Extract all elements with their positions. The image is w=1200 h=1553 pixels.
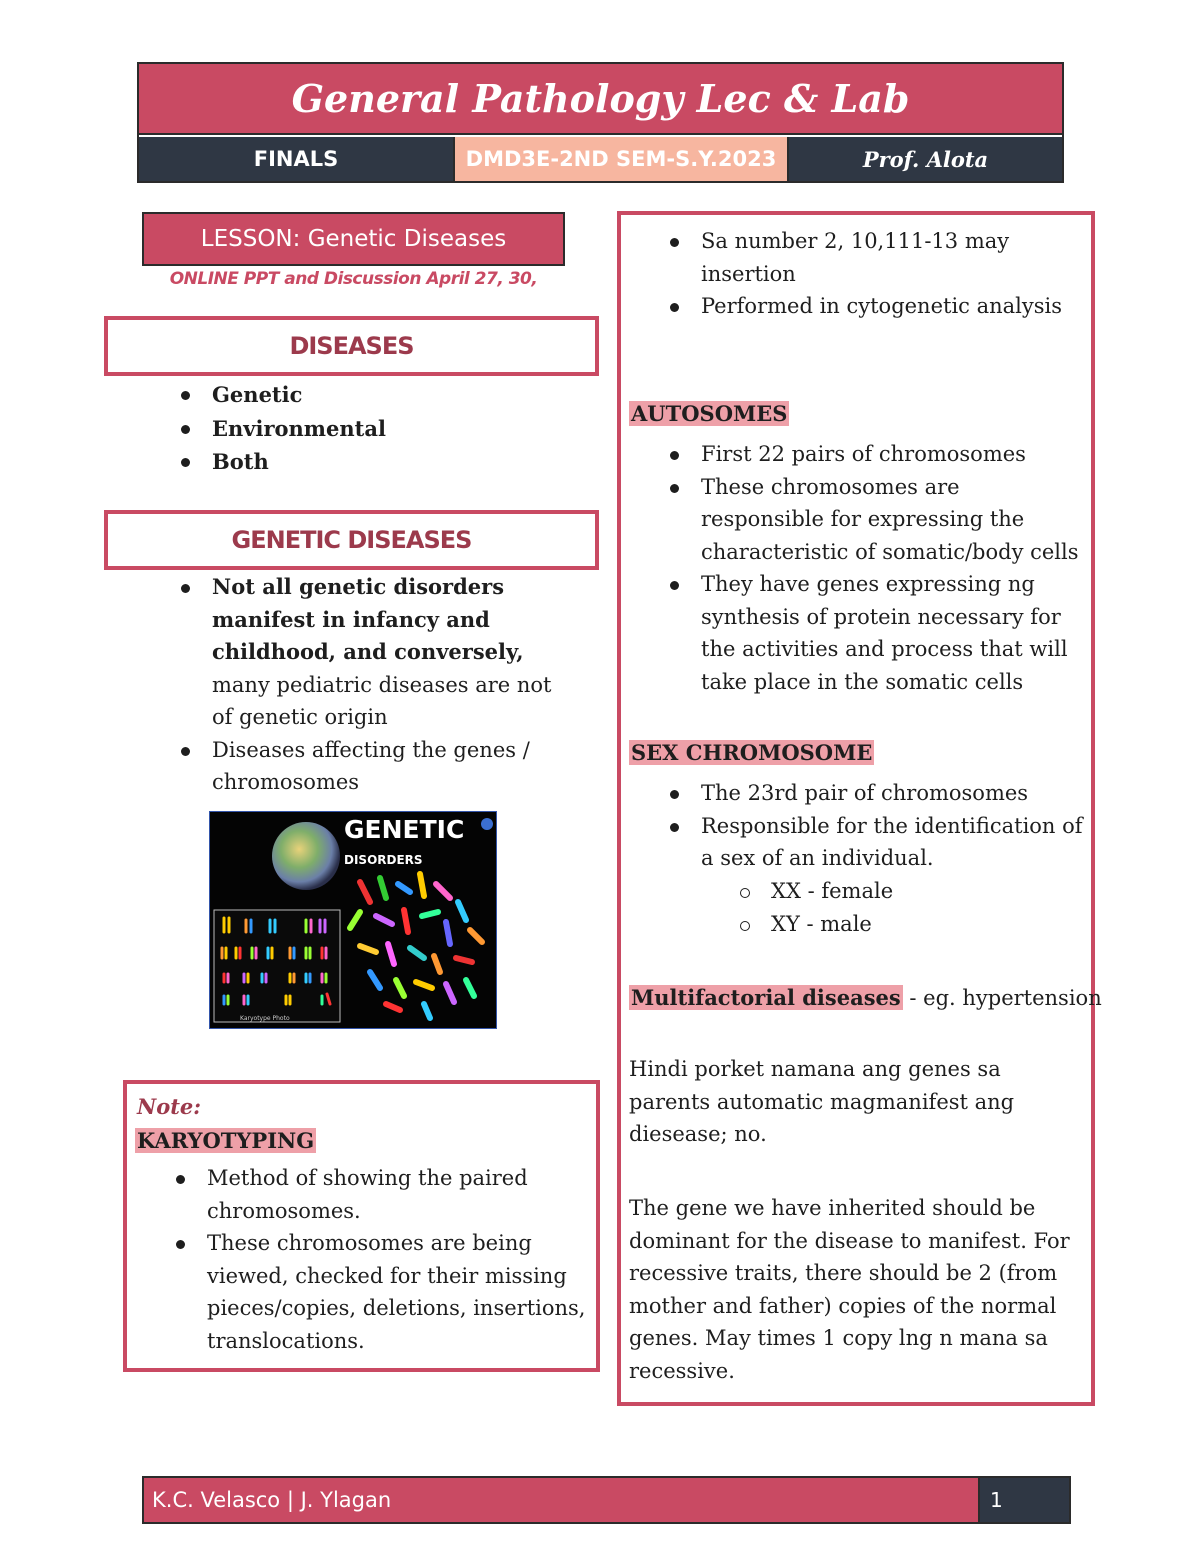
- dominance-paragraph: The gene we have inherited should be dominant for the disease to manifest. For recessive traits, there should be 2 (from mother and father) copies of the normal genes. May times 1 copy lng n mana sa recessive.: [629, 1196, 1070, 1383]
- list-item: The 23rd pair of chromosomes: [665, 777, 1085, 810]
- lesson-title: LESSON: Genetic Diseases: [142, 212, 565, 266]
- inheritance-paragraph: Hindi porket namana ang genes sa parents automatic magmanifest ang diesease; no.: [629, 1057, 1015, 1146]
- globe-icon: [272, 822, 340, 890]
- chromosome-spread: [350, 874, 482, 1018]
- regular-text: many pediatric diseases are not of genetic origin: [212, 672, 552, 729]
- list-item: Responsible for the identification of a sex of an individual.: [665, 810, 1085, 875]
- image-subtitle: DISORDERS: [344, 853, 423, 867]
- lesson-subtitle: ONLINE PPT and Discussion April 27, 30,: [169, 269, 538, 289]
- autosomes-heading: [629, 399, 789, 429]
- highlighted-term: SEX CHROMOSOME: [631, 740, 873, 765]
- genetic-diseases-list: [176, 571, 576, 799]
- image-title: GENETIC: [344, 815, 465, 844]
- list-item: [176, 571, 576, 734]
- diseases-heading: DISEASES: [104, 316, 599, 376]
- author-names: K.C. Velasco | J. Ylagan: [152, 1488, 392, 1512]
- sex-chromosome-list: [665, 777, 1085, 875]
- autosomes-list: [665, 438, 1085, 698]
- professor-label: Prof. Alota: [789, 137, 1062, 181]
- highlighted-term: AUTOSOMES: [631, 401, 788, 426]
- karyotyping-heading: [135, 1126, 316, 1156]
- list-item: These chromosomes are being viewed, checked for their missing pieces/copies, deletions, insertions, translocations.: [171, 1227, 591, 1357]
- page-footer: [142, 1476, 1071, 1524]
- list-item: Method of showing the paired chromosomes.: [171, 1162, 591, 1227]
- highlighted-term: KARYOTYPING: [137, 1128, 315, 1153]
- note-label: Note:: [137, 1094, 202, 1119]
- chromosome-illustration: [210, 812, 497, 1029]
- multifactorial-line: [629, 982, 1102, 1015]
- list-item: Sa number 2, 10,111-13 may insertion: [665, 225, 1085, 290]
- bold-text: Not all genetic disorders manifest in infancy and childhood, and conversely,: [212, 574, 524, 664]
- list-item: Performed in cytogenetic analysis: [665, 290, 1085, 323]
- sex-chromosome-sublist: [735, 875, 1065, 940]
- badge-icon: [481, 818, 493, 830]
- image-caption: Karyotype Photo: [240, 1015, 290, 1022]
- page-header: [137, 62, 1064, 183]
- right-column-box: [617, 211, 1102, 1406]
- diseases-list: [176, 378, 596, 479]
- list-item: Both: [176, 445, 596, 479]
- highlighted-term: Multifactorial diseases: [631, 985, 901, 1010]
- karyotyping-list: [171, 1162, 591, 1357]
- insertion-list: [665, 225, 1085, 323]
- page-number: 1: [978, 1478, 1069, 1522]
- list-item: Genetic: [176, 378, 596, 412]
- genetic-disorders-image: [209, 811, 497, 1029]
- regular-text: - eg. hypertension: [902, 986, 1102, 1010]
- list-item: Environmental: [176, 412, 596, 446]
- sex-chromosome-heading: [629, 738, 874, 768]
- list-item: XY - male: [735, 908, 1065, 941]
- list-item: First 22 pairs of chromosomes: [665, 438, 1085, 471]
- section-label: DMD3E-2ND SEM-S.Y.2023: [453, 137, 789, 181]
- list-item: Diseases affecting the genes / chromosomes: [176, 734, 576, 799]
- note-box: [123, 1080, 600, 1372]
- list-item: XX - female: [735, 875, 1065, 908]
- list-item: They have genes expressing ng synthesis of protein necessary for the activities and process that will take place in the somatic cells: [665, 568, 1085, 698]
- list-item: These chromosomes are responsible for expressing the characteristic of somatic/body cells: [665, 471, 1085, 569]
- document-title: General Pathology Lec & Lab: [139, 64, 1062, 135]
- exam-label: FINALS: [139, 137, 453, 181]
- genetic-diseases-heading: GENETIC DISEASES: [104, 510, 599, 570]
